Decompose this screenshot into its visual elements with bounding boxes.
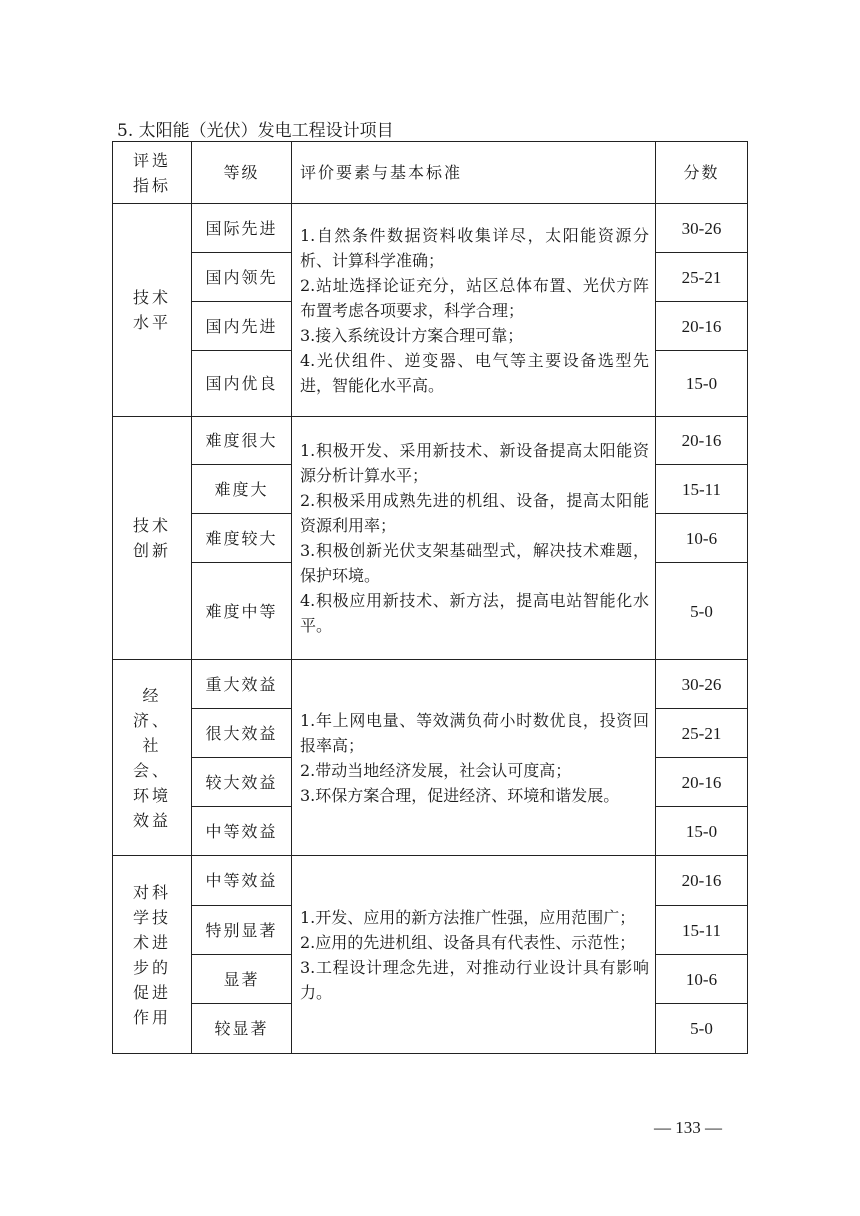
- standard-cell: [292, 660, 656, 856]
- score-cell: 5-0: [656, 1004, 748, 1054]
- standard-item: 3.工程设计理念先进，对推动行业设计具有影响力。: [300, 957, 649, 1002]
- standard-item: 2.应用的先进机组、设备具有代表性、示范性；: [300, 932, 636, 952]
- standard-item: 2.积极采用成熟先进的机组、设备，提高太阳能资源利用率；: [300, 491, 649, 535]
- table-row: [113, 204, 748, 253]
- category-cell: 技术水平: [113, 204, 192, 417]
- standard-cell: [292, 856, 656, 1054]
- score-cell: 30-26: [656, 660, 748, 709]
- header-score: 分数: [656, 142, 748, 204]
- table-row: [113, 417, 748, 465]
- table-row: [113, 856, 748, 906]
- standard-item: 2.站址选择论证充分，站区总体布置、光伏方阵布置考虑各项要求，科学合理；: [300, 275, 649, 320]
- score-cell: 20-16: [656, 758, 748, 807]
- score-cell: 20-16: [656, 417, 748, 465]
- score-cell: 25-21: [656, 709, 748, 758]
- section-title: 5. 太阳能（光伏）发电工程设计项目: [117, 121, 394, 141]
- standard-item: 1.开发、应用的新方法推广性强，应用范围广；: [300, 907, 636, 927]
- grade-cell: 中等效益: [192, 807, 292, 856]
- grade-cell: 中等效益: [192, 856, 292, 906]
- score-cell: 30-26: [656, 204, 748, 253]
- header-row: [113, 142, 748, 204]
- grade-cell: 国内领先: [192, 253, 292, 302]
- page-number: — 133 —: [654, 1118, 722, 1137]
- score-cell: 10-6: [656, 955, 748, 1004]
- grade-cell: 难度较大: [192, 514, 292, 563]
- score-cell: 15-11: [656, 465, 748, 514]
- grade-cell: 特别显著: [192, 906, 292, 955]
- standard-cell: [292, 204, 656, 417]
- standard-item: 4.积极应用新技术、新方法，提高电站智能化水平。: [300, 591, 649, 635]
- standard-item: 3.接入系统设计方案合理可靠；: [300, 325, 524, 345]
- header-standard: 评价要素与基本标准: [292, 142, 656, 204]
- standard-item: 1.自然条件数据资料收集详尽，太阳能资源分析、计算科学准确；: [300, 225, 649, 270]
- grade-cell: 国际先进: [192, 204, 292, 253]
- grade-cell: 较大效益: [192, 758, 292, 807]
- grade-cell: 很大效益: [192, 709, 292, 758]
- score-cell: 20-16: [656, 856, 748, 906]
- standard-item: 2.带动当地经济发展，社会认可度高；: [300, 760, 572, 780]
- standard-item: 4.光伏组件、逆变器、电气等主要设备选型先进，智能化水平高。: [300, 350, 649, 395]
- standard-cell: [292, 417, 656, 660]
- score-cell: 15-11: [656, 906, 748, 955]
- score-cell: 5-0: [656, 563, 748, 660]
- standard-item: 1.年上网电量、等效满负荷小时数优良，投资回报率高；: [300, 710, 649, 755]
- score-cell: 15-0: [656, 807, 748, 856]
- evaluation-table: [112, 141, 748, 1054]
- score-cell: 10-6: [656, 514, 748, 563]
- category-cell: 经济、社会、环境效益: [113, 660, 192, 856]
- grade-cell: 重大效益: [192, 660, 292, 709]
- grade-cell: 难度中等: [192, 563, 292, 660]
- grade-cell: 难度很大: [192, 417, 292, 465]
- grade-cell: 国内优良: [192, 351, 292, 417]
- header-grade: 等级: [192, 142, 292, 204]
- table-row: [113, 660, 748, 709]
- grade-cell: 显著: [192, 955, 292, 1004]
- score-cell: 15-0: [656, 351, 748, 417]
- header-category: 评选指标: [113, 142, 192, 204]
- standard-item: 1.积极开发、采用新技术、新设备提高太阳能资源分析计算水平；: [300, 441, 649, 485]
- score-cell: 25-21: [656, 253, 748, 302]
- category-cell: 对科学技术进步的促进作用: [113, 856, 192, 1054]
- grade-cell: 难度大: [192, 465, 292, 514]
- standard-item: 3.环保方案合理，促进经济、环境和谐发展。: [300, 785, 620, 805]
- grade-cell: 国内先进: [192, 302, 292, 351]
- grade-cell: 较显著: [192, 1004, 292, 1054]
- score-cell: 20-16: [656, 302, 748, 351]
- category-cell: 技术创新: [113, 417, 192, 660]
- standard-item: 3.积极创新光伏支架基础型式，解决技术难题，保护环境。: [300, 541, 649, 585]
